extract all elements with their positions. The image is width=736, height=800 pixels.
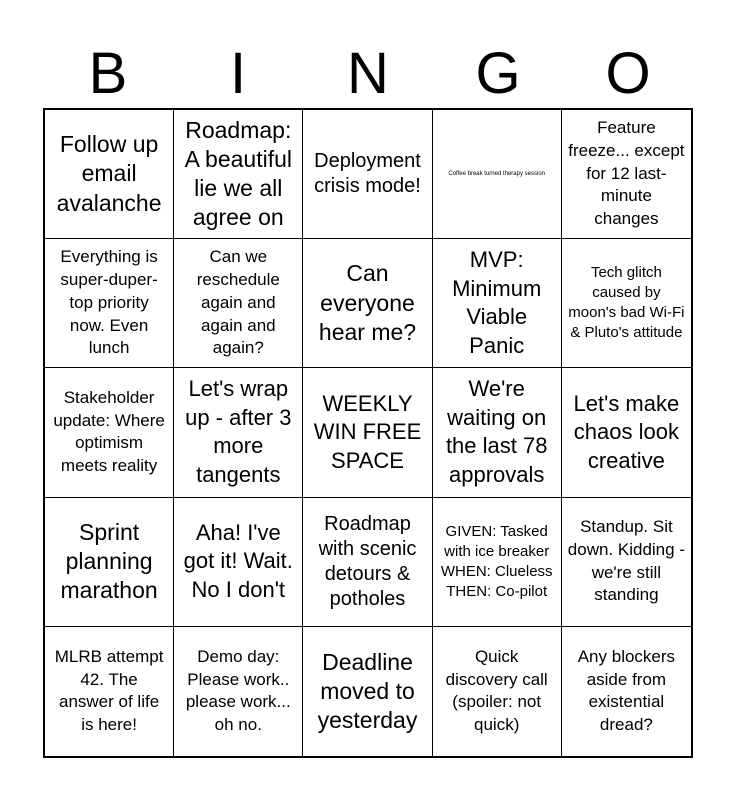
bingo-cell-r4c4[interactable] — [433, 498, 562, 627]
cell-text: Feature freeze... except for 12 last-minute changes — [568, 118, 685, 229]
cell-text: Let's make chaos look creative — [573, 390, 680, 473]
cell-text: Follow up email avalanche — [56, 131, 162, 216]
cell-text: Can everyone hear me? — [318, 260, 417, 345]
bingo-cell-r5c2[interactable] — [174, 627, 303, 756]
cell-text: Deadline moved to yesterday — [317, 648, 418, 733]
bingo-cell-r3c1[interactable] — [45, 368, 174, 497]
cell-text: Coffee break turned therapy session — [448, 170, 545, 177]
cell-text: Deployment crisis mode! — [314, 150, 421, 198]
cell-text: MVP: Minimum Viable Panic — [452, 247, 542, 358]
header-letter-b: B — [88, 41, 128, 106]
bingo-cell-r4c2[interactable] — [174, 498, 303, 627]
bingo-cell-r2c2[interactable] — [174, 239, 303, 368]
cell-text: WEEKLY WIN FREE SPACE — [313, 390, 422, 473]
cell-text: Demo day: Please work.. please work... oh no. — [185, 646, 291, 735]
bingo-header — [43, 40, 693, 108]
bingo-cell-r4c1[interactable] — [45, 498, 174, 627]
bingo-cell-r2c5[interactable] — [562, 239, 691, 368]
bingo-cell-r1c1[interactable] — [45, 110, 174, 239]
bingo-card-grid — [43, 108, 693, 758]
bingo-cell-r3c4[interactable] — [433, 368, 562, 497]
header-letter-g: G — [475, 41, 521, 106]
cell-text: Standup. Sit down. Kidding - we're still standing — [567, 517, 685, 605]
bingo-cell-r1c3[interactable] — [303, 110, 432, 239]
cell-text: Let's wrap up - after 3 more tangents — [185, 376, 292, 488]
bingo-cell-r1c2[interactable] — [174, 110, 303, 239]
bingo-cell-r1c4[interactable] — [433, 110, 562, 239]
bingo-cell-r1c5[interactable] — [562, 110, 691, 239]
bingo-cell-r3c5[interactable] — [562, 368, 691, 497]
bingo-cell-r3c3-free-space[interactable] — [303, 368, 432, 497]
header-letter-i: I — [229, 41, 247, 106]
cell-text: Sprint planning marathon — [60, 518, 158, 604]
cell-text: Aha! I've got it! Wait. No I don't — [183, 519, 293, 602]
cell-text: Any blockers aside from existential dread? — [577, 646, 676, 735]
cell-text: Can we reschedule again and again and again? — [196, 247, 280, 358]
cell-text: GIVEN: Tasked with ice breaker WHEN: Clueless THEN: Co-pilot — [440, 522, 553, 600]
bingo-cell-r3c2[interactable] — [174, 368, 303, 497]
bingo-cell-r5c4[interactable] — [433, 627, 562, 756]
cell-text: Quick discovery call (spoiler: not quick) — [445, 646, 548, 735]
bingo-cell-r4c5[interactable] — [562, 498, 691, 627]
cell-text: Tech glitch caused by moon's bad Wi-Fi & Pluto's attitude — [568, 264, 685, 342]
bingo-cell-r2c4[interactable] — [433, 239, 562, 368]
cell-text: Stakeholder update: Where optimism meets reality — [53, 387, 165, 476]
cell-text: We're waiting on the last 78 approvals — [445, 376, 548, 488]
bingo-cell-r5c1[interactable] — [45, 627, 174, 756]
bingo-cell-r2c3[interactable] — [303, 239, 432, 368]
header-letter-n: N — [347, 41, 389, 106]
bingo-cell-r5c5[interactable] — [562, 627, 691, 756]
cell-text: Everything is super-duper-top priority now. Even lunch — [60, 247, 158, 358]
bingo-cell-r4c3[interactable] — [303, 498, 432, 627]
cell-text: Roadmap: A beautiful lie we all agree on — [184, 116, 292, 231]
cell-text: Roadmap with scenic detours & potholes — [318, 512, 417, 610]
cell-text: MLRB attempt 42. The answer of life is here! — [54, 646, 164, 735]
header-letter-o: O — [605, 41, 651, 106]
bingo-cell-r5c3[interactable] — [303, 627, 432, 756]
bingo-cell-r2c1[interactable] — [45, 239, 174, 368]
